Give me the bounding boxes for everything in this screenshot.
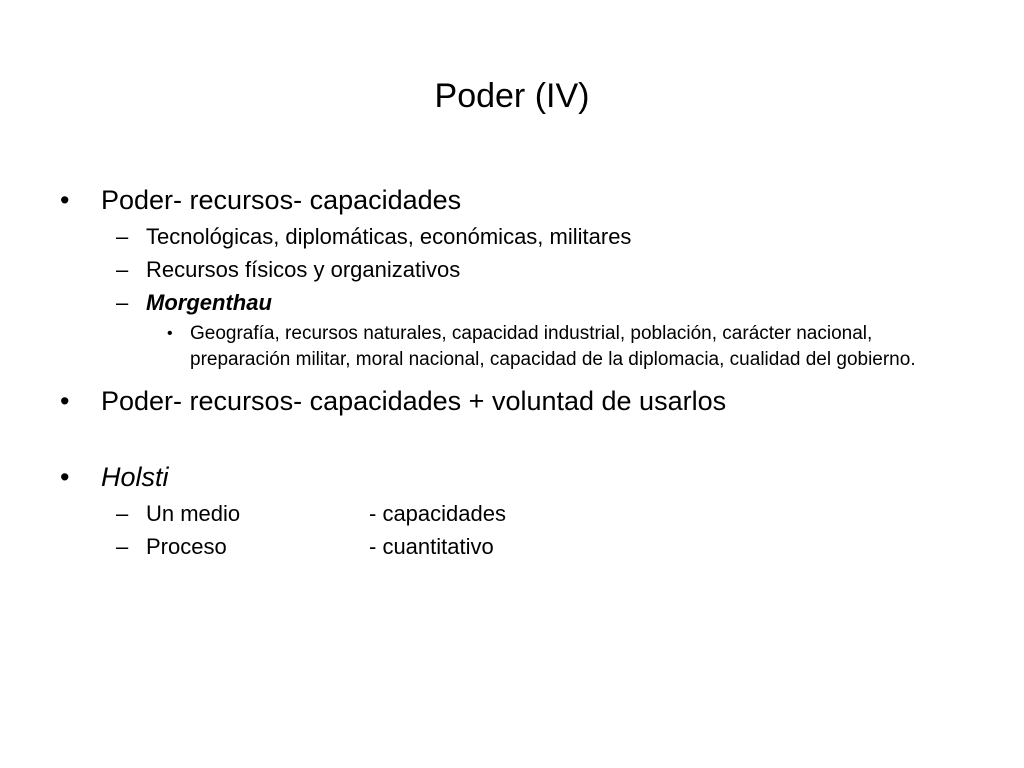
bullet-marker: • — [167, 325, 173, 342]
bullet-item — [60, 459, 970, 495]
sub-bullet-item — [60, 499, 970, 528]
sub-bullet-value: - cuantitativo — [369, 534, 494, 559]
sub-bullet-item — [60, 255, 970, 284]
slide-title: Poder (IV) — [434, 77, 590, 115]
dash-marker: – — [116, 534, 129, 559]
bullet-item — [60, 383, 970, 419]
dash-marker: – — [116, 257, 129, 282]
dash-marker: – — [116, 290, 129, 315]
sub-bullet-text: Un medio — [146, 501, 241, 526]
sub-bullet-text: Recursos físicos y organizativos — [146, 257, 461, 282]
sub-bullet-text: Proceso — [146, 534, 227, 559]
bullet-item — [60, 182, 970, 218]
bullet-text: Holsti — [101, 462, 169, 492]
sub-bullet-value: - capacidades — [369, 501, 506, 526]
sub-bullet-item — [60, 532, 970, 561]
bullet-text: Poder- recursos- capacidades — [101, 185, 462, 215]
dash-marker: – — [116, 501, 129, 526]
bullet-marker: • — [60, 386, 70, 416]
dash-marker: – — [116, 224, 129, 249]
bullet-marker: • — [60, 462, 70, 492]
detail-bullet-item — [60, 321, 970, 373]
detail-bullet-text: Geografía, recursos naturales, capacidad industrial, población, carácter nacional, preparación militar, moral nacional, capacidad de la diplomacia, cualidad del gobierno. — [190, 323, 916, 370]
bullet-text: Poder- recursos- capacidades + voluntad de usarlos — [101, 386, 727, 416]
slide-body — [60, 182, 970, 561]
sub-bullet-text: Morgenthau — [146, 290, 272, 315]
sub-bullet-item — [60, 222, 970, 251]
sub-bullet-text: Tecnológicas, diplomáticas, económicas, militares — [146, 224, 632, 249]
sub-bullet-item — [60, 288, 970, 317]
bullet-marker: • — [60, 185, 70, 215]
